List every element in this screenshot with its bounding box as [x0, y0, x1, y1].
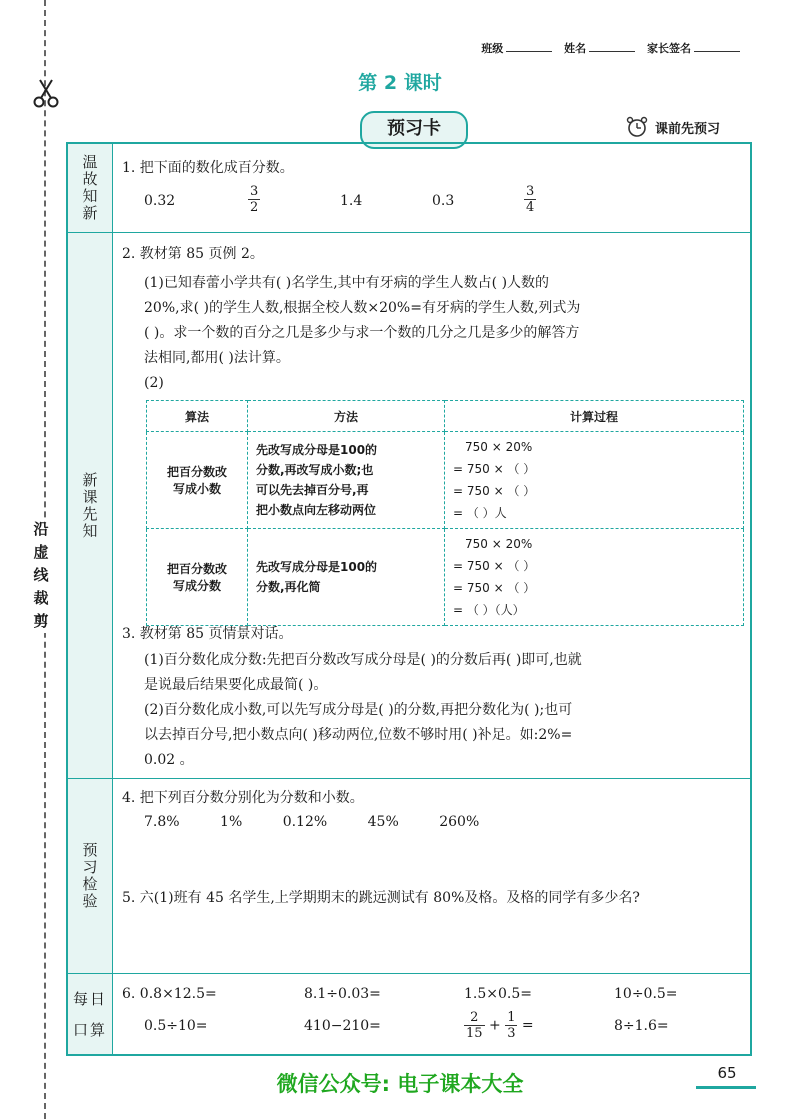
divider [68, 973, 750, 974]
cell-line: 写成分数 [172, 579, 221, 593]
table-row [147, 529, 744, 626]
daily-item: 8.1÷0.03= [304, 986, 381, 1002]
name-blank[interactable] [589, 51, 635, 52]
table-row [147, 432, 744, 529]
calc-line[interactable]: = 750 × （ ） [453, 581, 536, 595]
table-cell-algo [147, 529, 248, 626]
table-cell-algo [147, 432, 248, 529]
side-label-daily-l2: 口算 [72, 1021, 107, 1039]
table-header: 计算过程 [445, 401, 744, 432]
header-fields [481, 40, 748, 56]
cell-line: 先改写成分母是100的 [256, 443, 378, 457]
fraction-denominator: 2 [250, 200, 259, 215]
calc-line[interactable]: = 750 × （ ） [453, 559, 536, 573]
q1-value: 1.4 [340, 193, 363, 209]
divider [68, 232, 750, 233]
cell-line: 可以先去掉百分号,再 [256, 483, 369, 497]
page-number-underline [696, 1086, 756, 1089]
q2-part1-line: 法相同,都用( )法计算。 [144, 350, 290, 366]
table-header-row [147, 401, 744, 432]
q4-values [144, 808, 479, 837]
cell-line: 把小数点向左移动两位 [256, 503, 377, 517]
fraction-numerator: 3 [526, 184, 535, 199]
table-cell-calc [445, 529, 744, 626]
question-1-title: 1. 把下面的数化成百分数。 [122, 160, 294, 176]
footer-watermark: 微信公众号: 电子课本大全 [276, 1072, 524, 1096]
daily-item: 6. 0.8×12.5= [122, 986, 217, 1002]
q4-value: 0.12% [282, 814, 328, 830]
daily-item: 410−210= [304, 1018, 381, 1034]
q1-value: 0.3 [432, 193, 455, 209]
q3-line: 是说最后结果要化成最简( )。 [144, 677, 328, 693]
cell-line: 分数,再化简 [256, 580, 321, 594]
q2-part2-label: (2) [144, 375, 164, 391]
q3-line: (2)百分数化成小数,可以先写成分母是( )的分数,再把分数化为( );也可 [144, 702, 573, 718]
side-label-new: 新课先知 [68, 233, 113, 778]
q2-part1-line: ( )。求一个数的百分之几是多少与求一个数的几分之几是多少的解答方 [144, 325, 580, 341]
q3-line: (1)百分数化成分数:先把百分数改写成分母是( )的分数后再( )即可,也就 [144, 652, 582, 668]
calc-line[interactable]: = （ ）人 [453, 506, 507, 520]
lesson-title: 第 2 课时 [358, 72, 442, 94]
cell-line: 把百分数改 [166, 465, 227, 479]
preview-tag [625, 116, 720, 138]
calc-line[interactable]: = 750 × （ ） [453, 462, 536, 476]
cut-instruction: 沿虚线裁剪 [30, 518, 52, 633]
q2-part1-line: (1)已知春蕾小学共有( )名学生,其中有牙病的学生人数占( )人数的 [144, 275, 550, 291]
question-5: 5. 六(1)班有 45 名学生,上学期期末的跳远测试有 80%及格。及格的同学有多少名? [122, 890, 640, 906]
parent-label: 家长签名 [647, 42, 691, 55]
fraction-numerator: 2 [464, 1010, 485, 1026]
table-cell-method [248, 529, 445, 626]
q1-value: 0.32 [144, 193, 176, 209]
parent-blank[interactable] [694, 51, 740, 52]
q3-line: 以去掉百分号,把小数点向( )移动两位,位数不够时用( )补足。如:2%= [144, 727, 573, 743]
fraction-numerator: 1 [507, 1010, 516, 1025]
fraction-denominator: 4 [526, 200, 535, 215]
table-header: 算法 [147, 401, 248, 432]
name-label: 姓名 [564, 42, 587, 55]
fraction-denominator: 15 [466, 1026, 483, 1041]
page-number: 65 [717, 1064, 737, 1082]
daily-item: 8÷1.6= [614, 1018, 669, 1034]
equals-sign: = [521, 1017, 534, 1034]
cell-line: 分数,再改写成小数;也 [256, 463, 374, 477]
alarm-clock-icon [625, 116, 649, 138]
daily-item: 1.5×0.5= [464, 986, 532, 1002]
question-4-title: 4. 把下列百分数分别化为分数和小数。 [122, 790, 364, 806]
q1-fraction [524, 184, 536, 215]
question-3-title: 3. 教材第 85 页情景对话。 [122, 626, 293, 642]
q1-fraction [248, 184, 260, 215]
side-label-daily [68, 974, 113, 1054]
cell-line: 先改写成分母是100的 [256, 560, 378, 574]
q4-value: 7.8% [144, 814, 180, 830]
q3-line: 0.02 。 [144, 752, 194, 768]
side-label-review: 温故知新 [68, 144, 113, 232]
plus-sign: + [489, 1017, 501, 1034]
calc-line[interactable]: = 750 × （ ） [453, 484, 536, 498]
table-header: 方法 [248, 401, 445, 432]
side-label-daily-l1: 每日 [72, 990, 107, 1008]
calc-line[interactable]: = （ ）（人） [453, 603, 525, 617]
daily-fraction-expr [464, 1010, 534, 1041]
daily-item: 0.5÷10= [144, 1018, 208, 1034]
q4-value: 45% [367, 814, 399, 830]
calc-line: 750 × 20% [465, 440, 533, 454]
fraction-numerator: 3 [250, 184, 259, 199]
side-label-check: 预习检验 [68, 779, 113, 973]
card-title: 预习卡 [360, 111, 468, 149]
cell-line: 把百分数改 [166, 562, 227, 576]
preview-tag-label: 课前先预习 [655, 121, 721, 137]
class-label: 班级 [481, 42, 504, 55]
q4-value: 1% [220, 814, 243, 830]
daily-item: 10÷0.5= [614, 986, 678, 1002]
table-cell-method [248, 432, 445, 529]
cell-line: 写成小数 [172, 482, 221, 496]
divider [68, 778, 750, 779]
table-cell-calc [445, 432, 744, 529]
question-2-title: 2. 教材第 85 页例 2。 [122, 246, 264, 262]
method-table [146, 400, 744, 626]
class-blank[interactable] [506, 51, 552, 52]
fraction-denominator: 3 [507, 1026, 516, 1041]
calc-line: 750 × 20% [465, 537, 533, 551]
q4-value: 260% [439, 814, 480, 830]
q2-part1-line: 20%,求( )的学生人数,根据全校人数×20%=有牙病的学生人数,列式为 [144, 300, 581, 316]
